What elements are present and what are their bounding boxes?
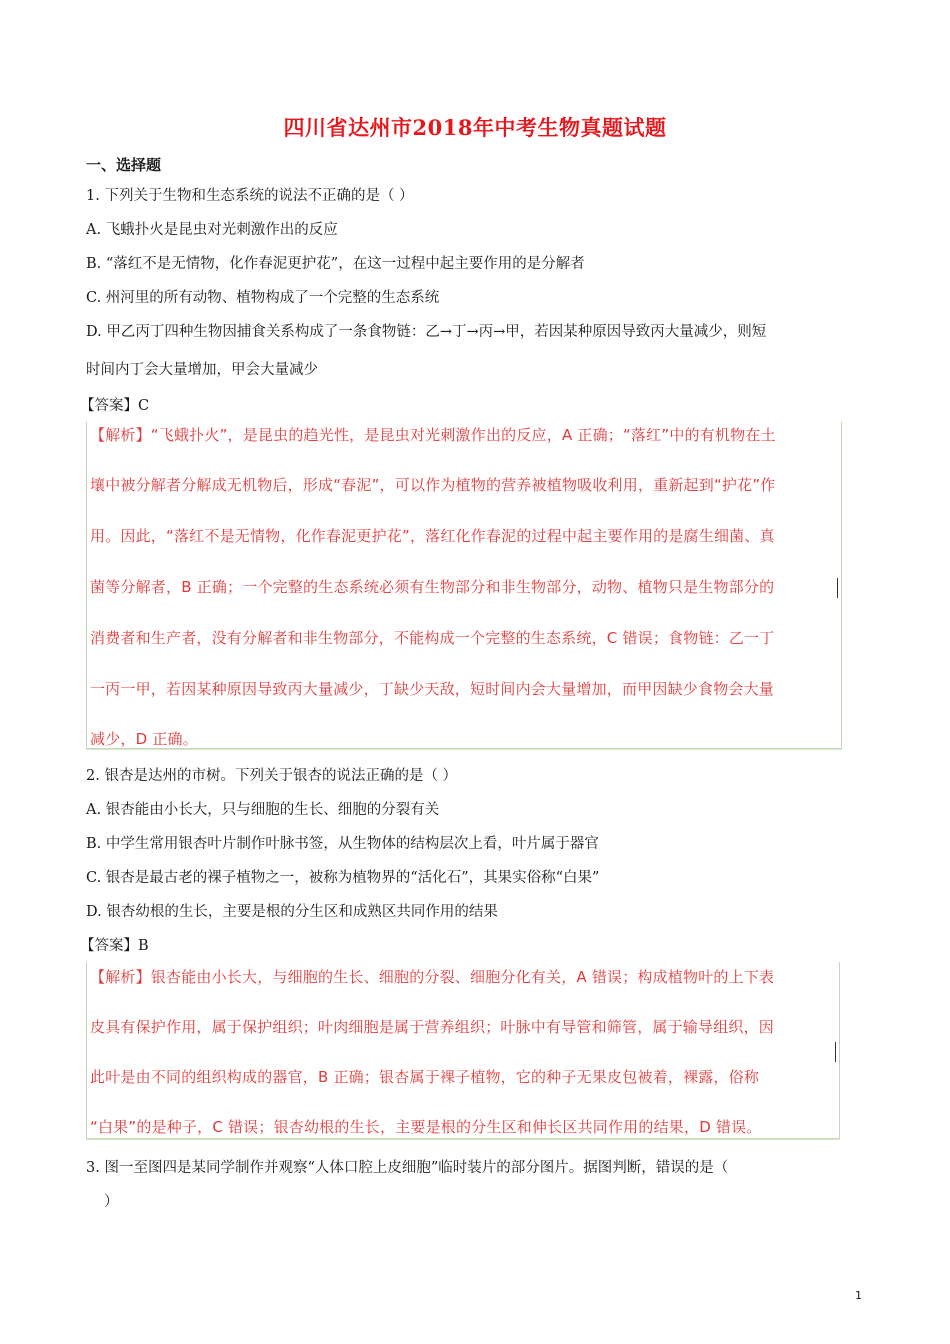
q2-option-a: A. 银杏能由小长大，只与细胞的生长、细胞的分裂有关 bbox=[86, 802, 440, 818]
q1-answer: 【答案】C bbox=[80, 398, 150, 414]
q1-analysis-line: 减少，D 正确。 bbox=[90, 730, 198, 748]
q1-option-a: A. 飞蛾扑火是昆虫对光刺激作出的反应 bbox=[86, 222, 338, 238]
q1-option-c: C. 州河里的所有动物、植物构成了一个完整的生态系统 bbox=[86, 290, 440, 306]
q2-analysis-line: 此叶是由不同的组织构成的器官，B 正确；银杏属于裸子植物，它的种子无果皮包被着，裸露，俗称 bbox=[90, 1068, 760, 1086]
q2-answer: 【答案】B bbox=[80, 938, 149, 954]
q1-analysis-line: 消费者和生产者，没有分解者和非生物部分，不能构成一个完整的生态系统，C 错误；食物链：乙一丁 bbox=[90, 629, 775, 647]
q1-analysis-box bbox=[86, 422, 842, 749]
q2-analysis-line: 【解析】银杏能由小长大，与细胞的生长、细胞的分裂、细胞分化有关，A 错误；构成植物叶的上下表 bbox=[90, 968, 775, 986]
q2-option-d: D. 银杏幼根的生长，主要是根的分生区和成熟区共同作用的结果 bbox=[86, 904, 498, 920]
q1-option-d-continued: 时间内丁会大量增加，甲会大量减少 bbox=[86, 362, 318, 378]
q1-analysis-line: 一丙一甲，若因某种原因导致丙大量减少，丁缺少天敌，短时间内会大量增加，而甲因缺少食物会大量 bbox=[90, 680, 775, 698]
q2-analysis-line: “白果”的是种子，C 错误；银杏幼根的生长，主要是根的分生区和伸长区共同作用的结果，D 错误。 bbox=[90, 1118, 762, 1136]
q3-stem-continued: ） bbox=[104, 1194, 119, 1210]
text-cursor bbox=[835, 1042, 836, 1062]
q1-option-d: D. 甲乙丙丁四种生物因捕食关系构成了一条食物链：乙→丁→丙→甲，若因某种原因导致丙大量减少，则短 bbox=[86, 324, 767, 340]
q2-stem: 2. 银杏是达州的市树。下列关于银杏的说法正确的是（ ） bbox=[86, 768, 458, 784]
q3-stem: 3. 图一至图四是某同学制作并观察“人体口腔上皮细胞”临时装片的部分图片。据图判断，错误的是（ bbox=[86, 1160, 729, 1176]
q1-analysis-line: 壤中被分解者分解成无机物后，形成“春泥”，可以作为植物的营养被植物吸收利用，重新起到“护花”作 bbox=[90, 476, 776, 494]
document-title: 四川省达州市2018年中考生物真题试题 bbox=[283, 115, 667, 140]
q2-option-c: C. 银杏是最古老的裸子植物之一，被称为植物界的“活化石”，其果实俗称“白果” bbox=[86, 870, 600, 886]
page-number: 1 bbox=[855, 1289, 862, 1302]
q2-analysis-box bbox=[86, 962, 840, 1139]
q2-analysis-line: 皮具有保护作用，属于保护组织；叶肉细胞是属于营养组织；叶脉中有导管和筛管，属于输导组织，因 bbox=[90, 1018, 775, 1036]
q1-analysis-line: 【解析】“飞蛾扑火”，是昆虫的趋光性，是昆虫对光刺激作出的反应，A 正确；“落红”中的有机物在土 bbox=[90, 426, 776, 444]
q1-analysis-line: 用。因此，“落红不是无情物，化作春泥更护花”，落红化作春泥的过程中起主要作用的是腐生细菌、真 bbox=[90, 527, 775, 545]
q1-analysis-line: 菌等分解者，B 正确；一个完整的生态系统必须有生物部分和非生物部分，动物、植物只是生物部分的 bbox=[90, 578, 775, 596]
q1-option-b: B. “落红不是无情物，化作春泥更护花”，在这一过程中起主要作用的是分解者 bbox=[86, 256, 585, 272]
section-heading: 一、选择题 bbox=[86, 156, 162, 174]
text-cursor bbox=[837, 578, 838, 598]
q1-stem: 1. 下列关于生物和生态系统的说法不正确的是（ ） bbox=[86, 188, 414, 204]
q2-option-b: B. 中学生常用银杏叶片制作叶脉书签，从生物体的结构层次上看，叶片属于器官 bbox=[86, 836, 599, 852]
